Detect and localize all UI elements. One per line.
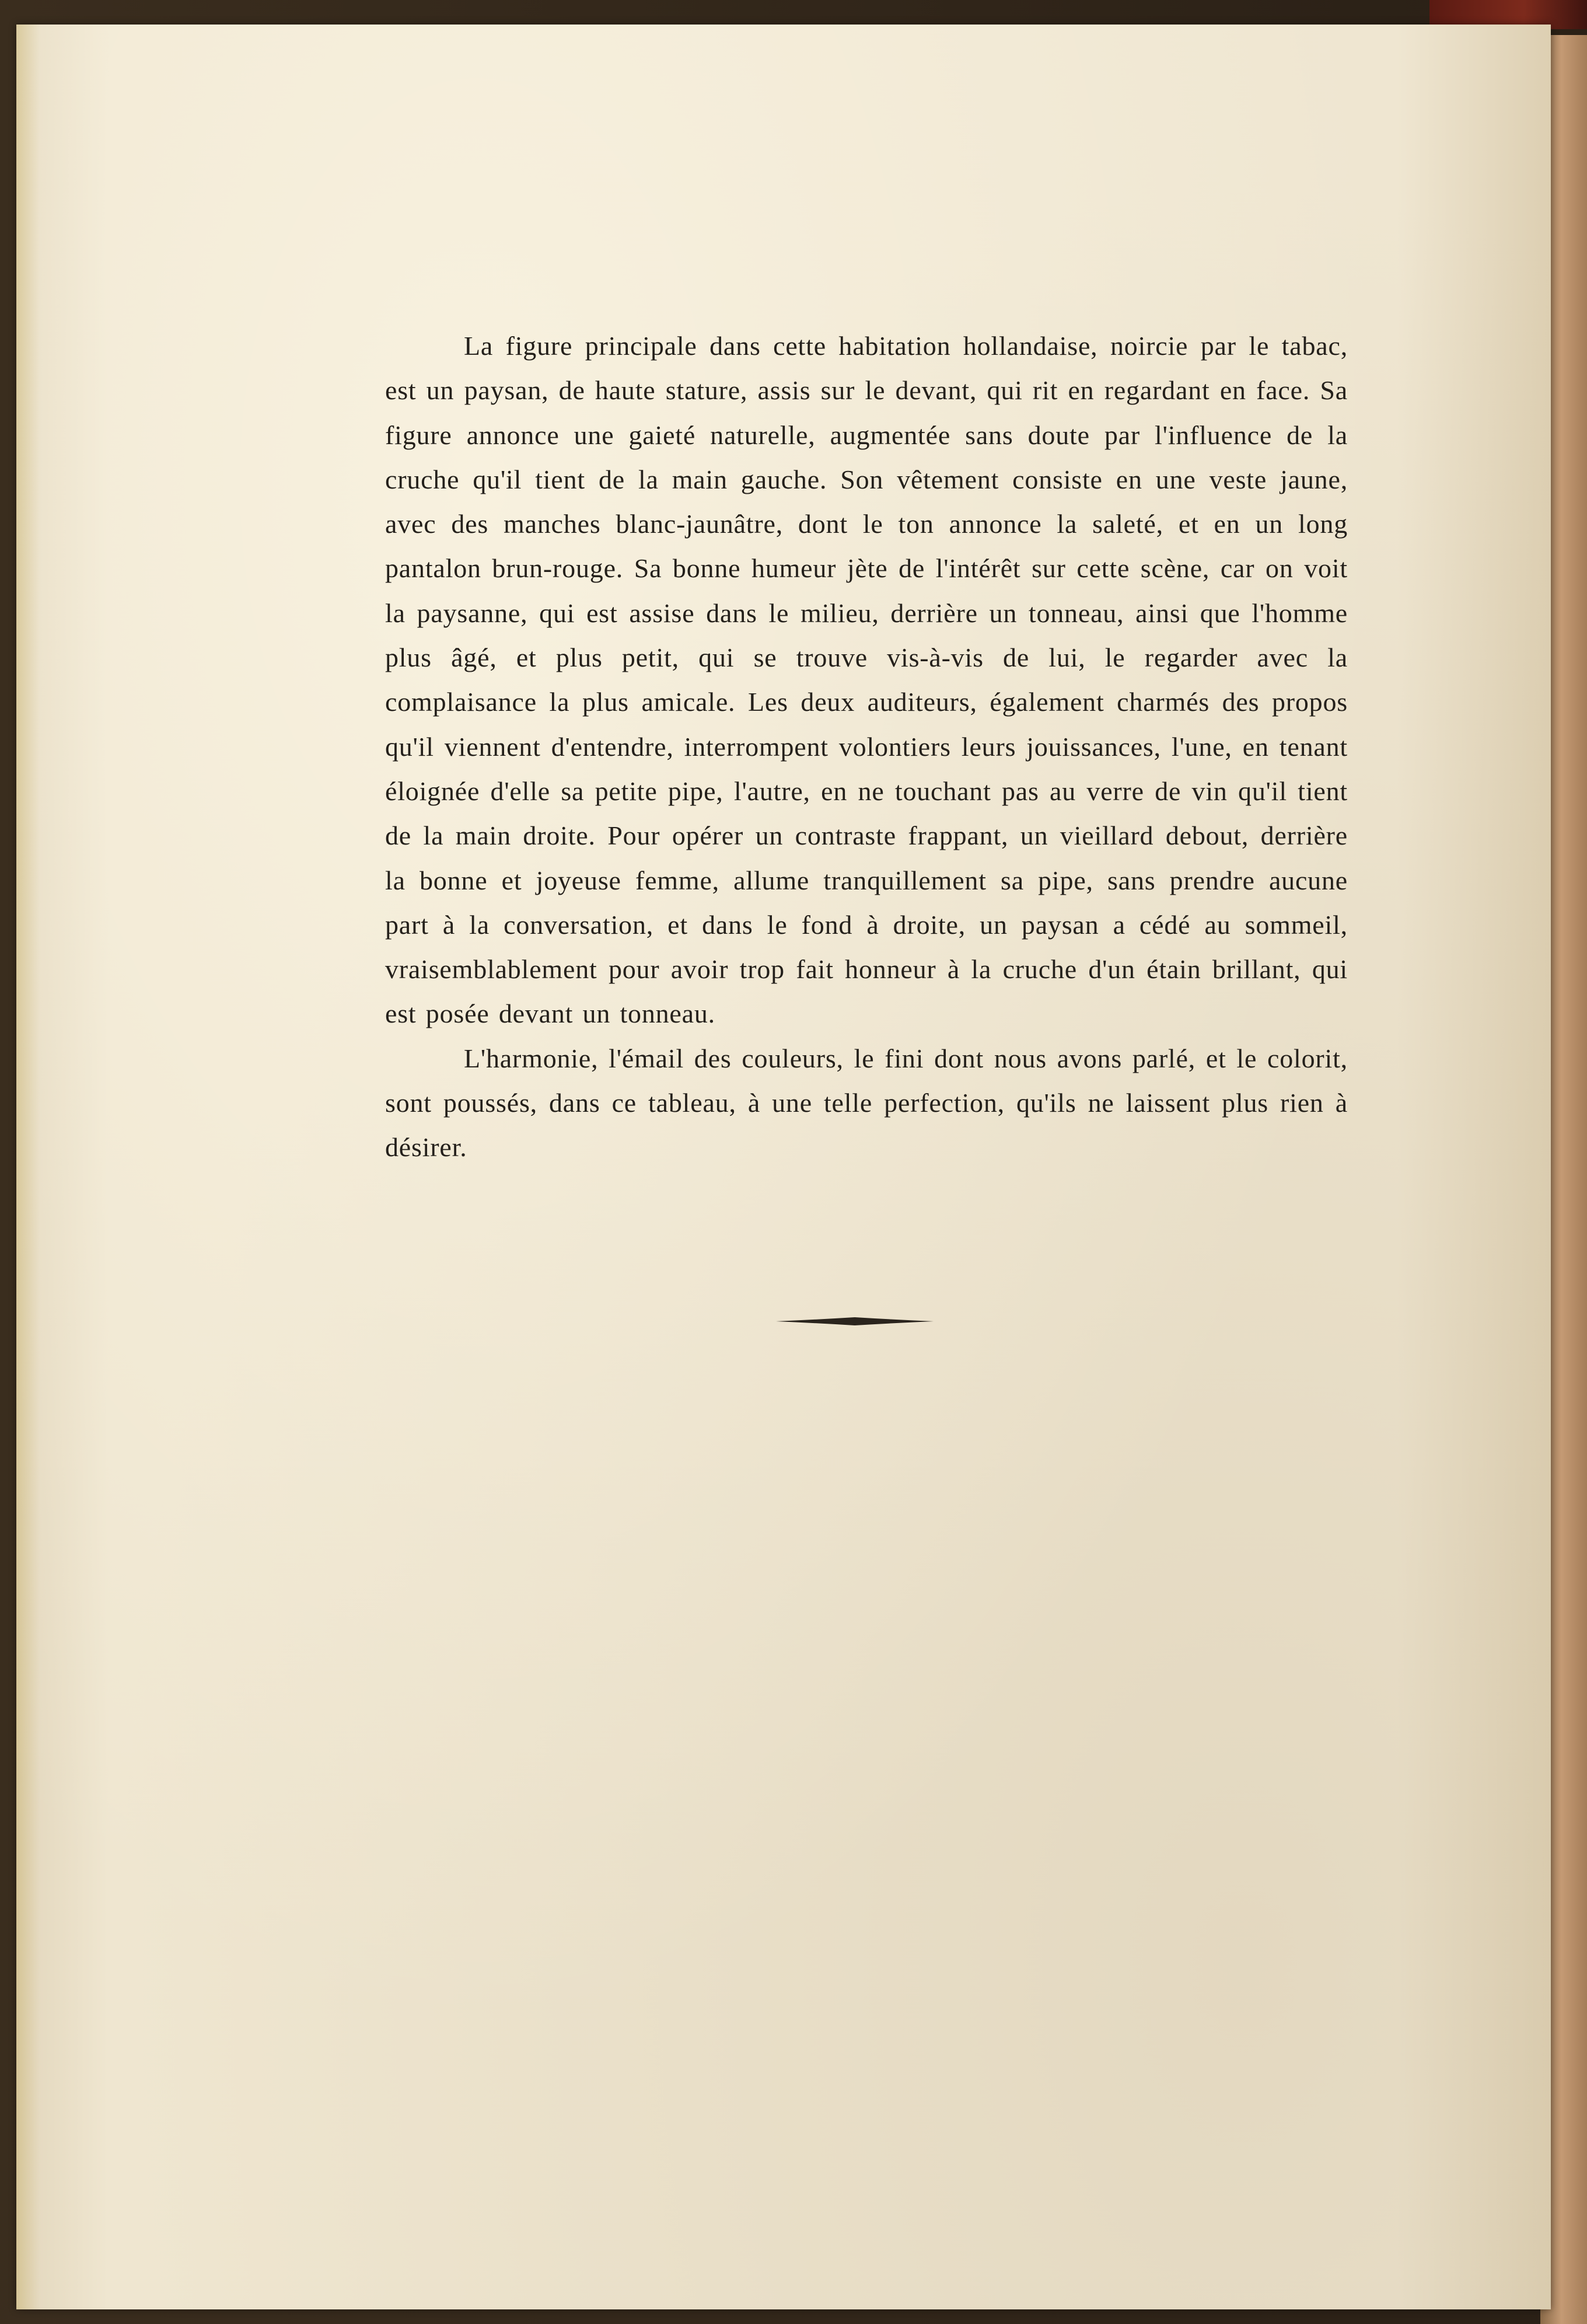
fleuron-rule-ornament (776, 1317, 934, 1326)
page-gutter-stain (16, 25, 40, 2309)
paragraph-conclusion: L'harmonie, l'émail des couleurs, le fini dont nous avons parlé, et le colorit, sont poussés, dans ce tableau, à une telle perfection, qu'ils ne laissent plus rien à désirer. (385, 1043, 1348, 1163)
paragraph-description: La figure principale dans cette habitation hollandaise, noircie par le tabac, est un paysan, de haute stature, assis sur le devant, qui rit en regardant en face. Sa figure annonce une gaieté naturelle, augmentée sans doute par l'influence de la cruche qu'il tient de la main gauche. Son vêtement consiste en une veste jaune, avec des manches blanc-jaunâtre, dont le ton annonce la saleté, et en un long pantalon brun-rouge. Sa bonne humeur jète de l'intérêt sur cette scène, car on voit la paysanne, qui est assise dans le milieu, derrière un tonneau, ainsi que l'homme plus âgé, et plus petit, qui se trouve vis-à-vis de lui, le regarder avec la complaisance la plus amicale. Les deux auditeurs, également charmés des propos qu'il viennent d'entendre, interrompent volontiers leurs jouissances, l'une, en tenant éloignée d'elle sa petite pipe, l'autre, en ne touchant pas au verre de vin qu'il tient de la main droite. Pour opérer un contraste frappant, un vieillard debout, derrière la bonne et joyeuse femme, allume tranquillement sa pipe, sans prendre aucune part à la conversation, et dans le fond à droite, un paysan a cédé au sommeil, vraisemblablement pour avoir trop fait honneur à la cruche d'un étain brillant, qui est posée devant un tonneau. (385, 331, 1348, 1029)
body-text (385, 324, 1348, 1170)
